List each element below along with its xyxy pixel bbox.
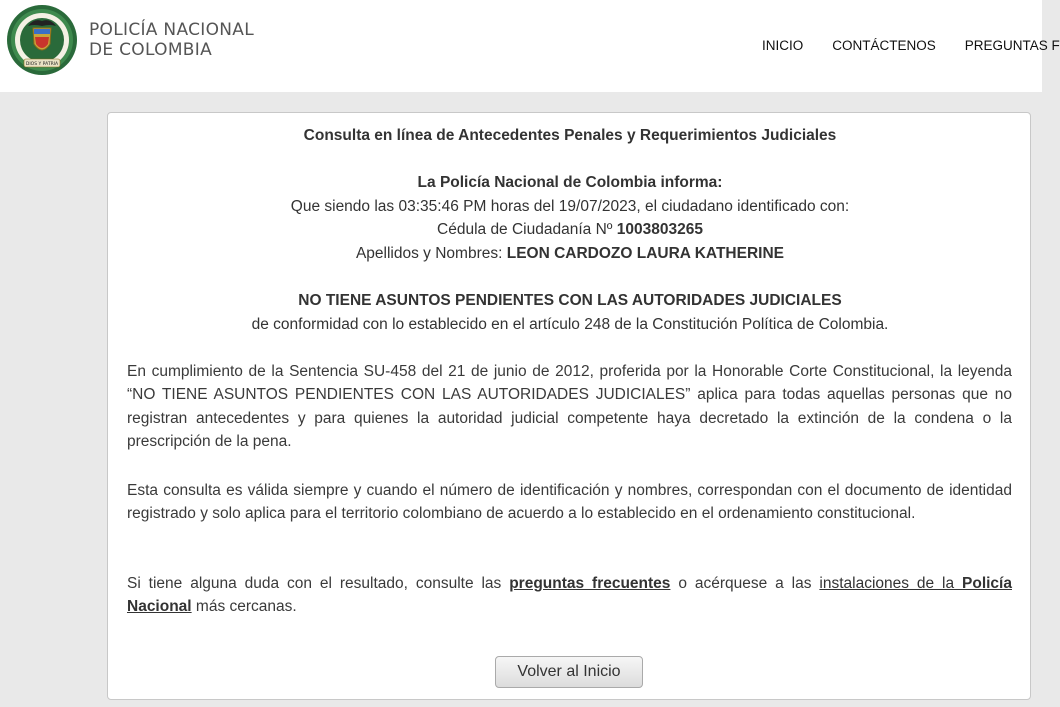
facilities-link-bold: Policía Nacional — [127, 575, 1012, 616]
back-to-home-button[interactable]: Volver al Inicio — [495, 656, 643, 688]
validity-paragraph: Esta consulta es válida siempre y cuando el número de identificación y nombres, correspondan con el documento de identidad registrado y solo aplica para el territorio colombiano de acuerdo a lo establecido en el ordenamiento constitucional. — [127, 482, 1012, 523]
timestamp-line — [108, 196, 1032, 218]
names-value: LEON CARDOZO LAURA KATHERINE — [506, 245, 785, 262]
nav-preguntas-link[interactable]: PREGUNTAS F — [964, 38, 1060, 53]
brand-line-2: DE COLOMBIA — [89, 40, 213, 60]
top-nav — [762, 38, 1060, 54]
consult-date: 19/07/2023 — [558, 198, 637, 215]
names-label: Apellidos y Nombres: — [355, 245, 507, 262]
doubts-text-b: o acérquese a las — [670, 575, 820, 592]
date-prefix: horas del — [486, 198, 559, 215]
header — [0, 0, 1060, 92]
brand-line-1: POLICÍA NACIONAL — [89, 20, 254, 40]
time-suffix: , el ciudadano identificado con: — [636, 198, 850, 215]
faq-link[interactable]: preguntas frecuentes — [509, 575, 671, 592]
cedula-line — [108, 219, 1032, 241]
nav-inicio-link[interactable]: INICIO — [762, 38, 804, 53]
informa-heading: La Policía Nacional de Colombia informa: — [417, 174, 723, 191]
sentencia-paragraph: En cumplimiento de la Sentencia SU-458 del 21 de junio de 2012, proferida por la Honorable Corte Constitucional, la leyenda “NO TIENE ASUNTOS PENDIENTES CON LAS AUTORIDADES JUDICIALES” aplica para todas aquellas personas que no registran antecedentes y para quienes la autoridad judicial competente haya decretado la extinción de la condena o la prescripción de la pena. — [127, 363, 1012, 450]
police-shield-logo[interactable] — [4, 4, 80, 76]
result-note: de conformidad con lo establecido en el artículo 248 de la Constitución Política de Colombia. — [251, 316, 889, 333]
logo-motto: DIOS Y PATRIA — [25, 62, 59, 67]
result-card — [107, 112, 1031, 700]
result-status: NO TIENE ASUNTOS PENDIENTES CON LAS AUTORIDADES JUDICIALES — [298, 292, 842, 309]
nav-contactenos-link[interactable]: CONTÁCTENOS — [832, 38, 936, 53]
doubts-text-a: Si tiene alguna duda con el resultado, consulte las — [127, 575, 510, 592]
brand-name — [89, 20, 254, 60]
doubts-paragraph — [127, 572, 1012, 619]
names-line — [108, 243, 1032, 265]
doubts-text-c: más cercanas. — [191, 598, 297, 616]
time-prefix: Que siendo las — [290, 198, 399, 215]
card-title: Consulta en línea de Antecedentes Penales y Requerimientos Judiciales — [303, 127, 837, 144]
cedula-number: 1003803265 — [616, 221, 703, 238]
facilities-link-text: instalaciones de la — [819, 575, 963, 592]
consult-time: 03:35:46 PM — [398, 198, 487, 215]
cedula-label: Cédula de Ciudadanía Nº — [437, 221, 617, 238]
